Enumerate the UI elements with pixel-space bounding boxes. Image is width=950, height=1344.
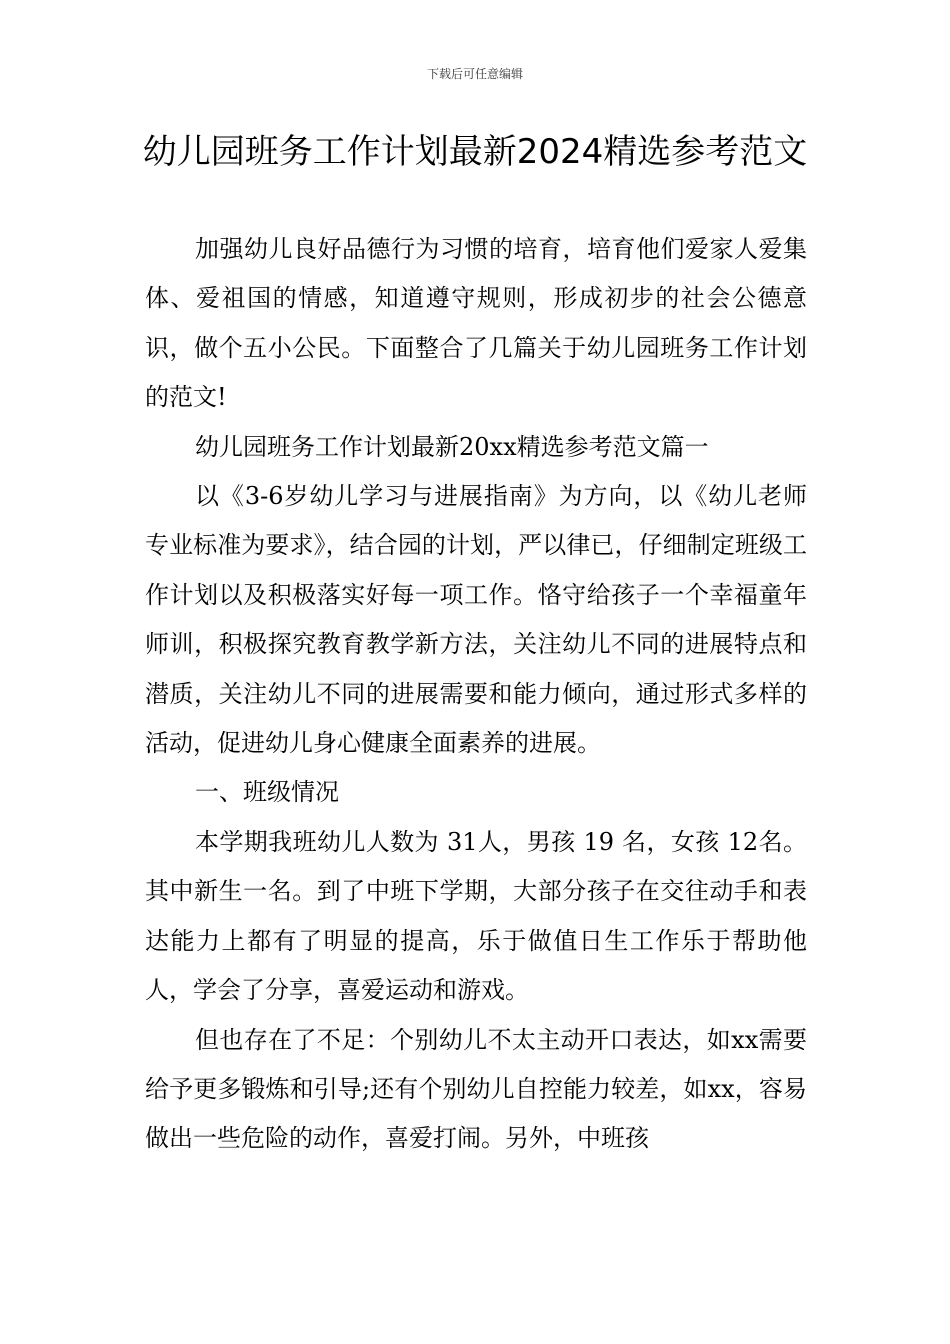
body-paragraph: 但也存在了不足：个别幼儿不太主动开口表达，如xx需要给予更多锻炼和引导;还有个别幼儿自控能力较差，如xx，容易做出一些危险的动作，喜爱打闹。另外，中班孩	[145, 1025, 807, 1153]
body-paragraph: 本学期我班幼儿人数为 31人，男孩 19 名，女孩 12名。其中新生一名。到了中班下学期，大部分孩子在交往动手和表达能力上都有了明显的提高，乐于做值日生工作乐于帮助他人，学会了分享，喜爱运动和游戏。	[145, 827, 807, 1005]
document-title: 幼儿园班务工作计划最新2024精选参考范文	[142, 132, 808, 172]
section-heading-class-situation: 一、班级情况	[195, 778, 339, 807]
intro-paragraph: 加强幼儿良好品德行为习惯的培育，培育他们爱家人爱集体、爱祖国的情感，知道遵守规则，形成初步的社会公德意识，做个五小公民。下面整合了几篇关于幼儿园班务工作计划的范文!	[145, 235, 807, 412]
section-heading-part-one: 幼儿园班务工作计划最新20xx精选参考范文篇一	[195, 432, 709, 461]
body-paragraph: 以《3-6岁幼儿学习与进展指南》为方向，以《幼儿老师专业标准为要求》，结合园的计划，严以律已，仔细制定班级工作计划以及积极落实好每一项工作。恪守给孩子一个幸福童年师训，积极探究教育教学新方法，关注幼儿不同的进展特点和潜质，关注幼儿不同的进展需要和能力倾向，通过形式多样的活动，促进幼儿身心健康全面素养的进展。	[145, 482, 807, 758]
header-note: 下载后可任意编辑	[426, 67, 523, 81]
document-body	[145, 225, 807, 1164]
